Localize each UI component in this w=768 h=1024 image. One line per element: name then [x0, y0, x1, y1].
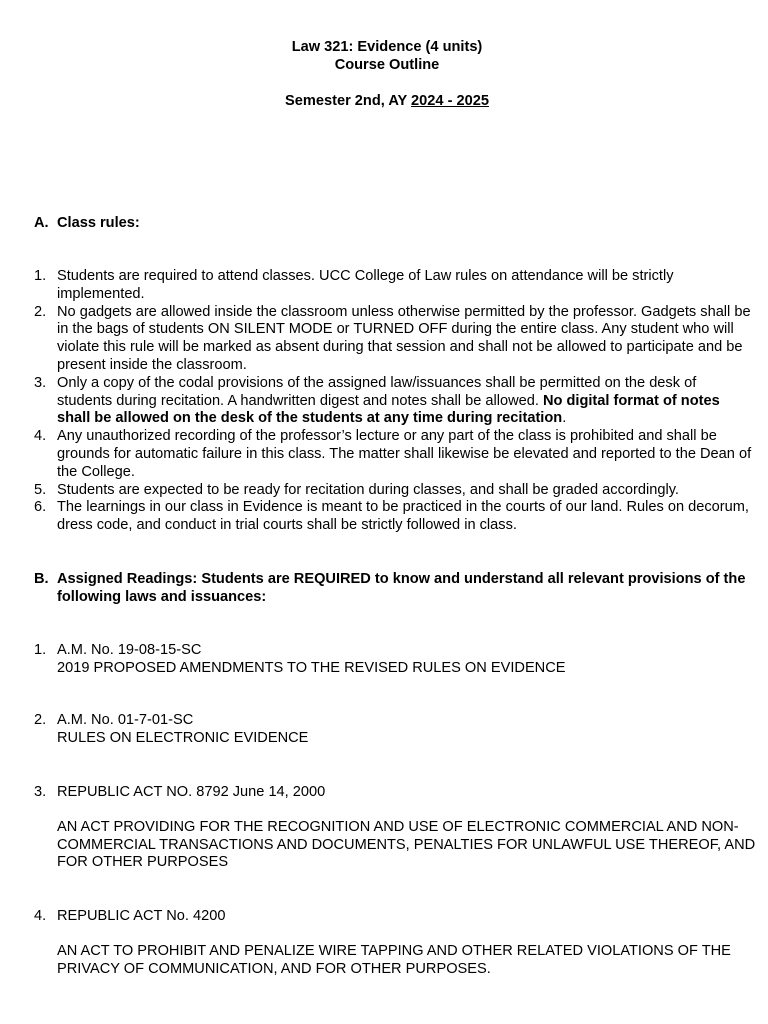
list-item: 6. The learnings in our class in Evidence is meant to be practiced in the courts of our land. Rules on decorum, dress code, and conduct in trial courts shall be strictly followed in class.	[34, 499, 749, 534]
reading-item: 1. A.M. No. 19-08-15-SC 2019 PROPOSED AMENDMENTS TO THE REVISED RULES ON EVIDENCE	[34, 642, 764, 678]
course-header	[0, 39, 768, 75]
reading-reference: REPUBLIC ACT NO. 8792 June 14, 2000	[57, 784, 326, 800]
semester-prefix: Semester 2nd, AY	[285, 93, 412, 109]
reading-item: 3. REPUBLIC ACT NO. 8792 June 14, 2000 AN ACT PROVIDING FOR THE RECOGNITION AND USE OF ELECTRONIC COMMERCIAL AND NON-COMMERCIAL TRANSACTIONS AND DOCUMENTS, PENALTIES FOR UNLAWFUL USE THEREOF, AND FOR OTHER PURPOSES	[34, 784, 764, 872]
reading-reference: REPUBLIC ACT No. 4200	[57, 908, 226, 924]
list-item: 3. Only a copy of the codal provisions of the assigned law/issuances shall be permitted on the desk of students during recitation. A handwritten digest and notes shall be allowed. No digital format of notes shall be allowed on the desk of the students at any time during recitation.	[34, 374, 720, 427]
section-a-title: Class rules:	[57, 215, 140, 231]
reading-title: AN ACT PROVIDING FOR THE RECOGNITION AND USE OF ELECTRONIC COMMERCIAL AND NON-COMMERCIAL TRANSACTIONS AND DOCUMENTS, PENALTIES FOR UNLAWFUL USE THEREOF, AND FOR OTHER PURPOSES	[57, 818, 756, 871]
reading-title: RULES ON ELECTRONIC EVIDENCE	[57, 729, 309, 746]
section-b-heading	[34, 571, 754, 607]
course-subtitle: Course Outline	[334, 56, 440, 73]
reading-item: 4. REPUBLIC ACT No. 4200 AN ACT TO PROHIBIT AND PENALIZE WIRE TAPPING AND OTHER RELATED VIOLATIONS OF THE PRIVACY OF COMMUNICATION, AND FOR OTHER PURPOSES.	[34, 908, 764, 978]
section-b-label: B.	[34, 571, 49, 587]
semester-years: 2024 - 2025	[411, 93, 489, 109]
course-title: Law 321: Evidence (4 units)	[291, 39, 483, 55]
section-a-label: A.	[34, 215, 49, 231]
list-item: 4. Any unauthorized recording of the professor’s lecture or any part of the class is prohibited and shall be grounds for automatic failure in this class. The matter shall likewise be elevated and reported to the Dean of the College.	[34, 428, 752, 480]
reading-reference: A.M. No. 01-7-01-SC	[57, 712, 194, 728]
list-item: 1. Students are required to attend classes. UCC College of Law rules on attendance will be strictly implemented.	[34, 268, 674, 302]
digital-notes-warning: No digital format of notes shall be allowed on the desk of the students at any time during recitation	[57, 392, 720, 427]
reading-title: 2019 PROPOSED AMENDMENTS TO THE REVISED RULES ON EVIDENCE	[57, 659, 566, 676]
section-b-title: Assigned Readings: Students are REQUIRED to know and understand all relevant provisions of the following laws and issuances:	[57, 571, 746, 605]
semester-line	[0, 93, 768, 111]
reading-reference: A.M. No. 19-08-15-SC	[57, 642, 202, 658]
class-rules-list	[34, 268, 754, 535]
section-a-heading	[34, 215, 754, 233]
reading-item: 2. A.M. No. 01-7-01-SC RULES ON ELECTRONIC EVIDENCE	[34, 712, 764, 748]
list-item: 5. Students are expected to be ready for recitation during classes, and shall be graded accordingly.	[34, 481, 679, 498]
list-item: 2. No gadgets are allowed inside the classroom unless otherwise permitted by the professor. Gadgets shall be in the bags of students ON SILENT MODE or TURNED OFF during the entire class. Any student who will violate this rule will be marked as absent during that session and shall not be allowed to participate and be present inside the classroom.	[34, 303, 751, 373]
reading-title: AN ACT TO PROHIBIT AND PENALIZE WIRE TAPPING AND OTHER RELATED VIOLATIONS OF THE PRIVACY OF COMMUNICATION, AND FOR OTHER PURPOSES.	[57, 942, 731, 977]
